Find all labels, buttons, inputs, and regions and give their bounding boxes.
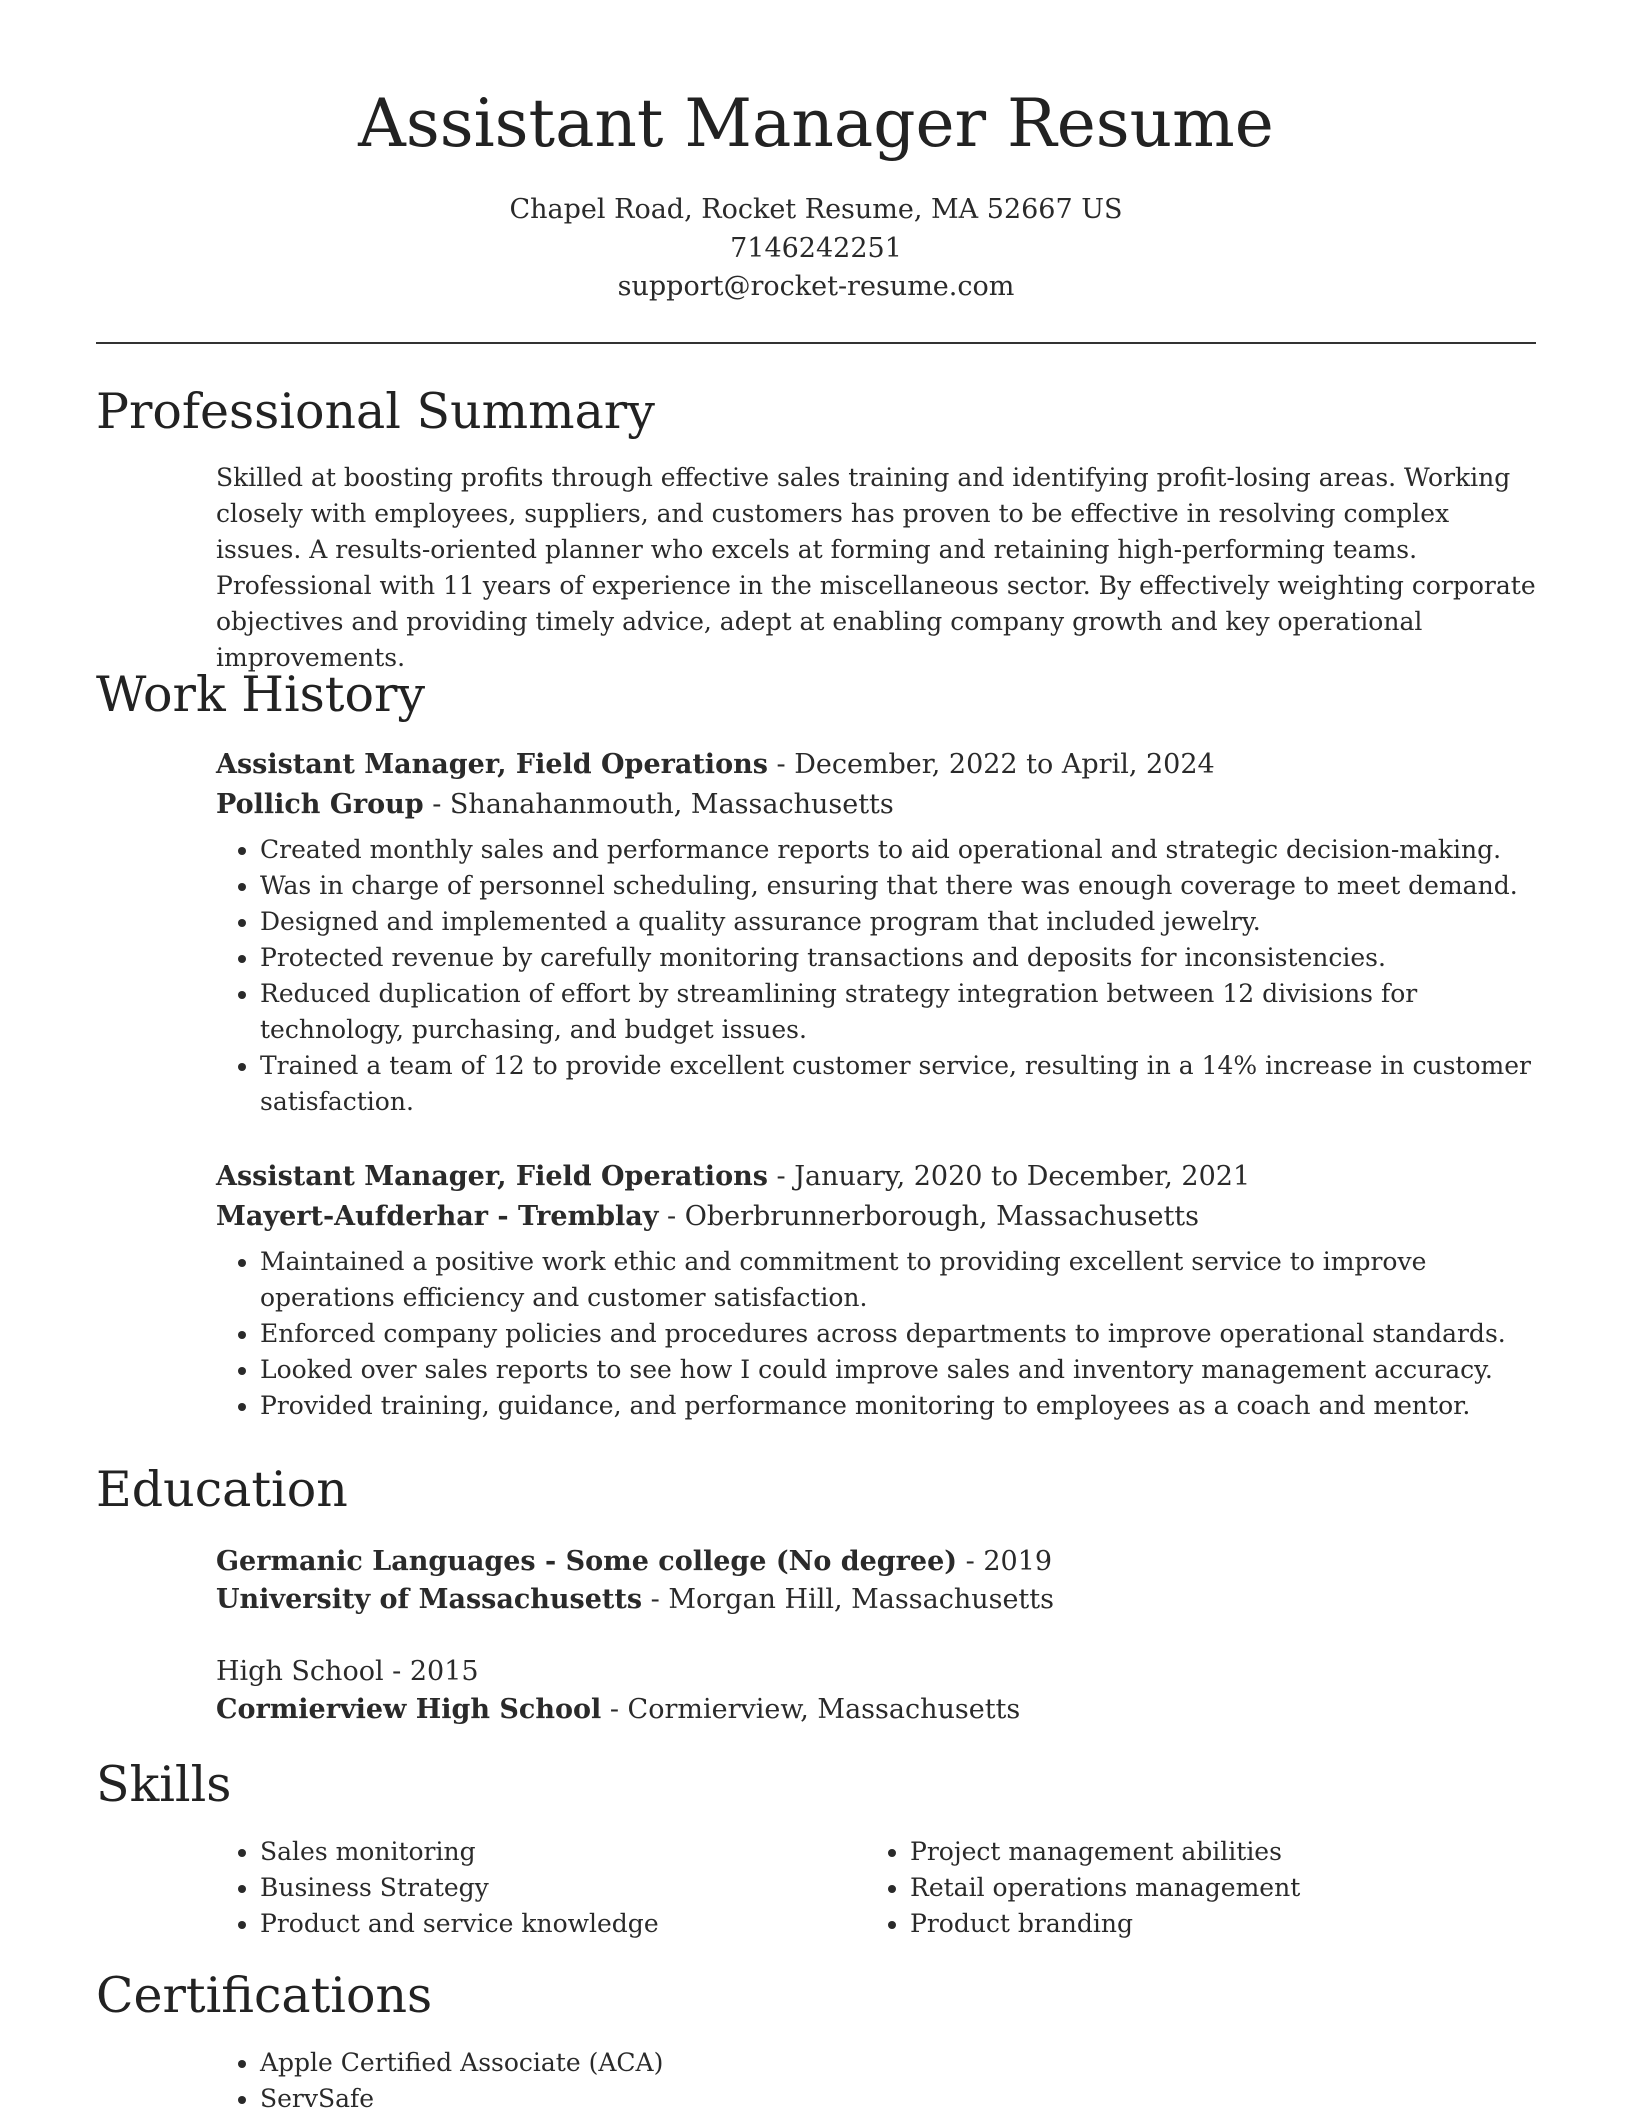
certifications-list — [216, 2045, 1550, 2117]
job-2-bullets — [216, 1244, 1550, 1424]
list-item: • Was in charge of personnel scheduling, ensuring that there was enough coverage to meet demand. — [260, 868, 1550, 904]
list-item: • Protected revenue by carefully monitoring transactions and deposits for inconsistencies. — [260, 940, 1550, 976]
list-item: • Business Strategy — [260, 1870, 860, 1906]
list-item: • Apple Certified Associate (ACA) — [260, 2045, 1550, 2081]
skills-list-left — [216, 1834, 860, 1942]
section-title-summary: Professional Summary — [96, 383, 655, 440]
job-2-dates: - January, 2020 to December, 2021 — [767, 1161, 1251, 1192]
list-item: • ServSafe — [260, 2081, 1550, 2117]
list-item: • Project management abilities — [910, 1834, 1550, 1870]
list-item: • Looked over sales reports to see how I could improve sales and inventory management accuracy. — [260, 1352, 1550, 1388]
edu-1-location: - Morgan Hill, Massachusetts — [642, 1584, 1054, 1615]
list-item: • Reduced duplication of effort by streamlining strategy integration between 12 divisions for technology, purchasing, and budget issues. — [260, 976, 1550, 1048]
edu-2-year: - 2015 — [383, 1656, 479, 1687]
job-2-company-line — [216, 1197, 1536, 1237]
list-item: • Designed and implemented a quality assurance program that included jewelry. — [260, 904, 1550, 940]
resume-title: Assistant Manager Resume — [358, 85, 1274, 162]
list-item: • Retail operations management — [910, 1870, 1550, 1906]
job-1-company-line — [216, 785, 1536, 825]
summary-text: Skilled at boosting profits through effective sales training and identifying profit-losing areas. Working closely with employees, suppliers, and customers has proven to be effective in resolving complex issues. A results-oriented planner who excels at forming and retaining high-performing teams. Professional with 11 years of experience in the miscellaneous sector. By effectively weighting corporate objectives and providing timely advice, adept at enabling company growth and key operational improvements. — [216, 463, 1536, 672]
list-item: • Provided training, guidance, and performance monitoring to employees as a coach and mentor. — [260, 1388, 1550, 1424]
job-2-title-line — [216, 1157, 1536, 1197]
edu-1-year: - 2019 — [957, 1546, 1053, 1577]
edu-2-degree: High School — [216, 1656, 384, 1687]
contact-phone: 7146242251 — [730, 233, 902, 264]
edu-1-degree: Germanic Languages - Some college (No degree) — [216, 1546, 958, 1577]
job-1-company: Pollich Group — [216, 789, 424, 820]
edu-2-degree-line — [216, 1652, 1536, 1692]
list-item: • Product branding — [910, 1906, 1550, 1942]
section-title-certifications: Certifications — [96, 1967, 433, 2024]
edu-1-school-line — [216, 1580, 1536, 1620]
job-1-title-line — [216, 745, 1536, 785]
job-1-bullets — [216, 832, 1550, 1120]
list-item: • Product and service knowledge — [260, 1906, 860, 1942]
edu-1-school: University of Massachusetts — [216, 1584, 643, 1615]
edu-1-degree-line — [216, 1542, 1536, 1582]
edu-2-school-line — [216, 1690, 1536, 1730]
job-1-role: Assistant Manager, Field Operations — [216, 749, 768, 780]
edu-2-school: Cormierview High School — [216, 1694, 602, 1725]
section-title-education: Education — [96, 1461, 348, 1518]
skills-list-right — [866, 1834, 1550, 1942]
list-item: • Maintained a positive work ethic and commitment to providing excellent service to improve operations efficiency and customer satisfaction. — [260, 1244, 1550, 1316]
job-2-company: Mayert-Aufderhar - Tremblay — [216, 1201, 659, 1232]
contact-address: Chapel Road, Rocket Resume, MA 52667 US — [509, 194, 1123, 225]
job-1-dates: - December, 2022 to April, 2024 — [767, 749, 1215, 780]
header-divider — [96, 342, 1536, 344]
job-2-role: Assistant Manager, Field Operations — [216, 1161, 768, 1192]
job-2-location: - Oberbrunnerborough, Massachusetts — [658, 1201, 1200, 1232]
list-item: • Trained a team of 12 to provide excellent customer service, resulting in a 14% increase in customer satisfaction. — [260, 1048, 1550, 1120]
section-title-work-history: Work History — [96, 666, 426, 723]
edu-2-location: - Cormierview, Massachusetts — [601, 1694, 1021, 1725]
job-1-location: - Shanahanmouth, Massachusetts — [423, 789, 894, 820]
contact-email: support@rocket-resume.com — [617, 271, 1015, 302]
list-item: • Enforced company policies and procedures across departments to improve operational standards. — [260, 1316, 1550, 1352]
list-item: • Sales monitoring — [260, 1834, 860, 1870]
section-title-skills: Skills — [96, 1756, 232, 1813]
list-item: • Created monthly sales and performance reports to aid operational and strategic decision-making. — [260, 832, 1550, 868]
